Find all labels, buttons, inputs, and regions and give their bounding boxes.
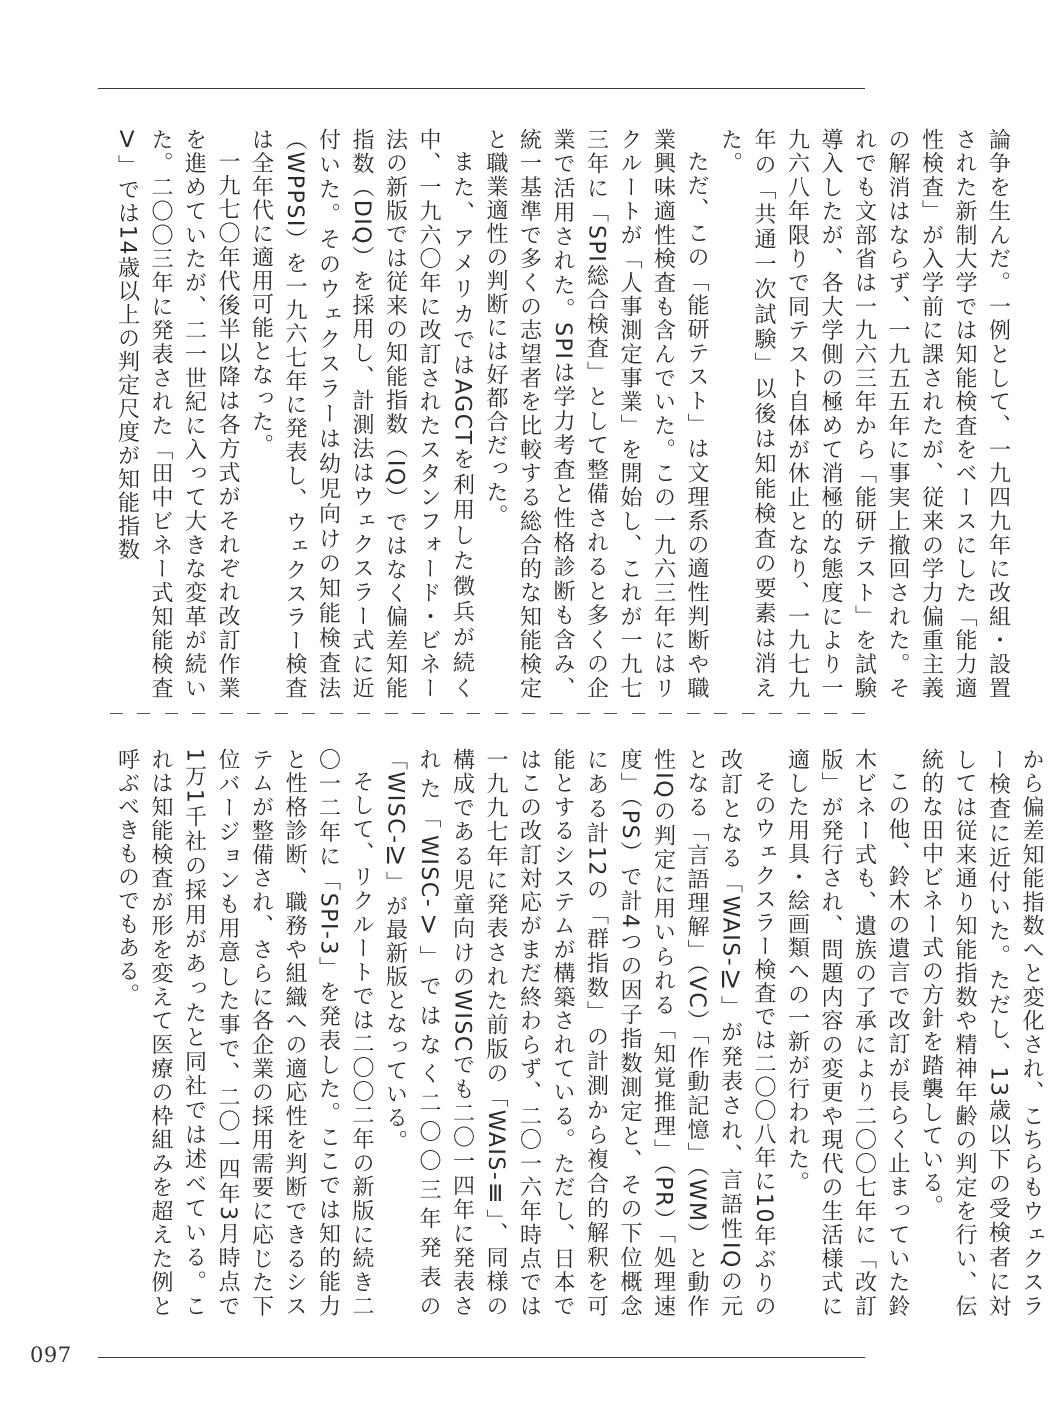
upper-text-block: [110, 128, 1011, 701]
upper-paragraph-2: ただ、この「能研テスト」は文理系の適性判断や職業興味適性検査も含んでいた。この一九六三年にはリクルートが「人事測定事業」を開始し、これが一九七三年に「SPI総合検査」として整備されると多くの企業で活用された。SPIは学力考査と性格診断も含み、統一基準で多くの志望者を比較する総合的な知能検定と職業適性の判断には好都合だった。: [483, 128, 709, 700]
lower-paragraph-4: そして、リクルートでは二〇〇二年の新版に続き二〇一二年に「SPI-3」を発表した。ここでは知的能力と性格診断、職務や組織への適応性を判断できるシステムが整備され、さらに各企業の採用需要に応じた下位バージョンも用意した事で、二〇一四年3月時点で1万1千社の採用があったと同社では述べている。これは知能検査が形を変えて医療の枠組みを超えた例と呼ぶべきものでもある。: [114, 748, 374, 1318]
lower-paragraph-3: そのウェクスラー検査では二〇〇八年に10年ぶりの改訂となる「WAIS-Ⅳ」が発表され、言語性IQの元となる「言語理解」（VC）「作動記憶」（WM）と動作性IQの判定に用いられる「知覚推理」（PR）「処理速度」（PS）で計4つの因子指数測定と、その下位概念にある計12の「群指数」の計測から複合的解釈を可能とするシステムが構築されている。ただし、日本ではこの改訂対応がまだ終わらず、二〇一六年時点では一九九七年に発表された前版の「WAIS-Ⅲ」、同様の構成である児童向けのWISCでも二〇一四年に発表された「WISC-Ⅴ」ではなく二〇〇三年発表の「WISC-Ⅳ」が最新版となっている。: [382, 748, 776, 1318]
block-separator: [110, 713, 865, 717]
top-rule: [98, 88, 865, 89]
upper-paragraph-4: 一九七〇年代後半以降は各方式がそれぞれ改訂作業を進めていたが、二一世紀に入って大きな変革が続いた。二〇〇三年に発表された「田中ビネー式知能検査Ⅴ」では14歳以上の判定尺度が知能指数: [114, 128, 240, 700]
upper-paragraph-1: 論争を生んだ。一例として、一九四九年に改組・設置された新制大学では知能検査をベースにした「能力適性検査」が入学前に課されたが、従来の学力偏重主義の解消はならず、一九五五年に事実上撤回された。それでも文部省は一九六三年から「能研テスト」を試験導入したが、各大学側の極めて消極的な態度により一九六八年限りで同テスト自体が休止となり、一九七九年の「共通一次試験」以後は知能検査の要素は消えた。: [717, 128, 1011, 701]
lower-text-block: [110, 748, 1044, 1318]
bottom-rule: [98, 1357, 865, 1358]
lower-vertical-text: [110, 748, 1048, 1318]
page-number: 097: [30, 1343, 72, 1367]
upper-vertical-text: [110, 128, 1015, 700]
upper-paragraph-3: また、アメリカではAGCTを利用した徴兵が続く中、一九六〇年に改訂されたスタンフォード・ビネー法の新版では従来の知能指数（IQ）ではなく偏差知能指数（DIQ）を採用し、計測法はウェクスラー式に近付いた。そのウェクスラーは幼児向けの知能検査法（WPPSI）を一九六七年に発表し、ウェクスラー検査は全年代に適用可能となった。: [248, 128, 475, 700]
lower-paragraph-1: から偏差知能指数へと変化され、こちらもウェクスラー検査に近付いた。ただし、13歳以下の受検者に対しては従来通り知能指数や精神年齢の判定を行い、伝統的な田中ビネー式の方針を踏襲している。: [918, 748, 1044, 1318]
lower-paragraph-2: この他、鈴木の遺言で改訂が長らく止まっていた鈴木ビネー式も、遺族の了承により二〇〇七年に「改訂版」が発行され、問題内容の変更や現代の生活様式に適した用具・絵画類への一新が行われた。: [784, 748, 910, 1318]
